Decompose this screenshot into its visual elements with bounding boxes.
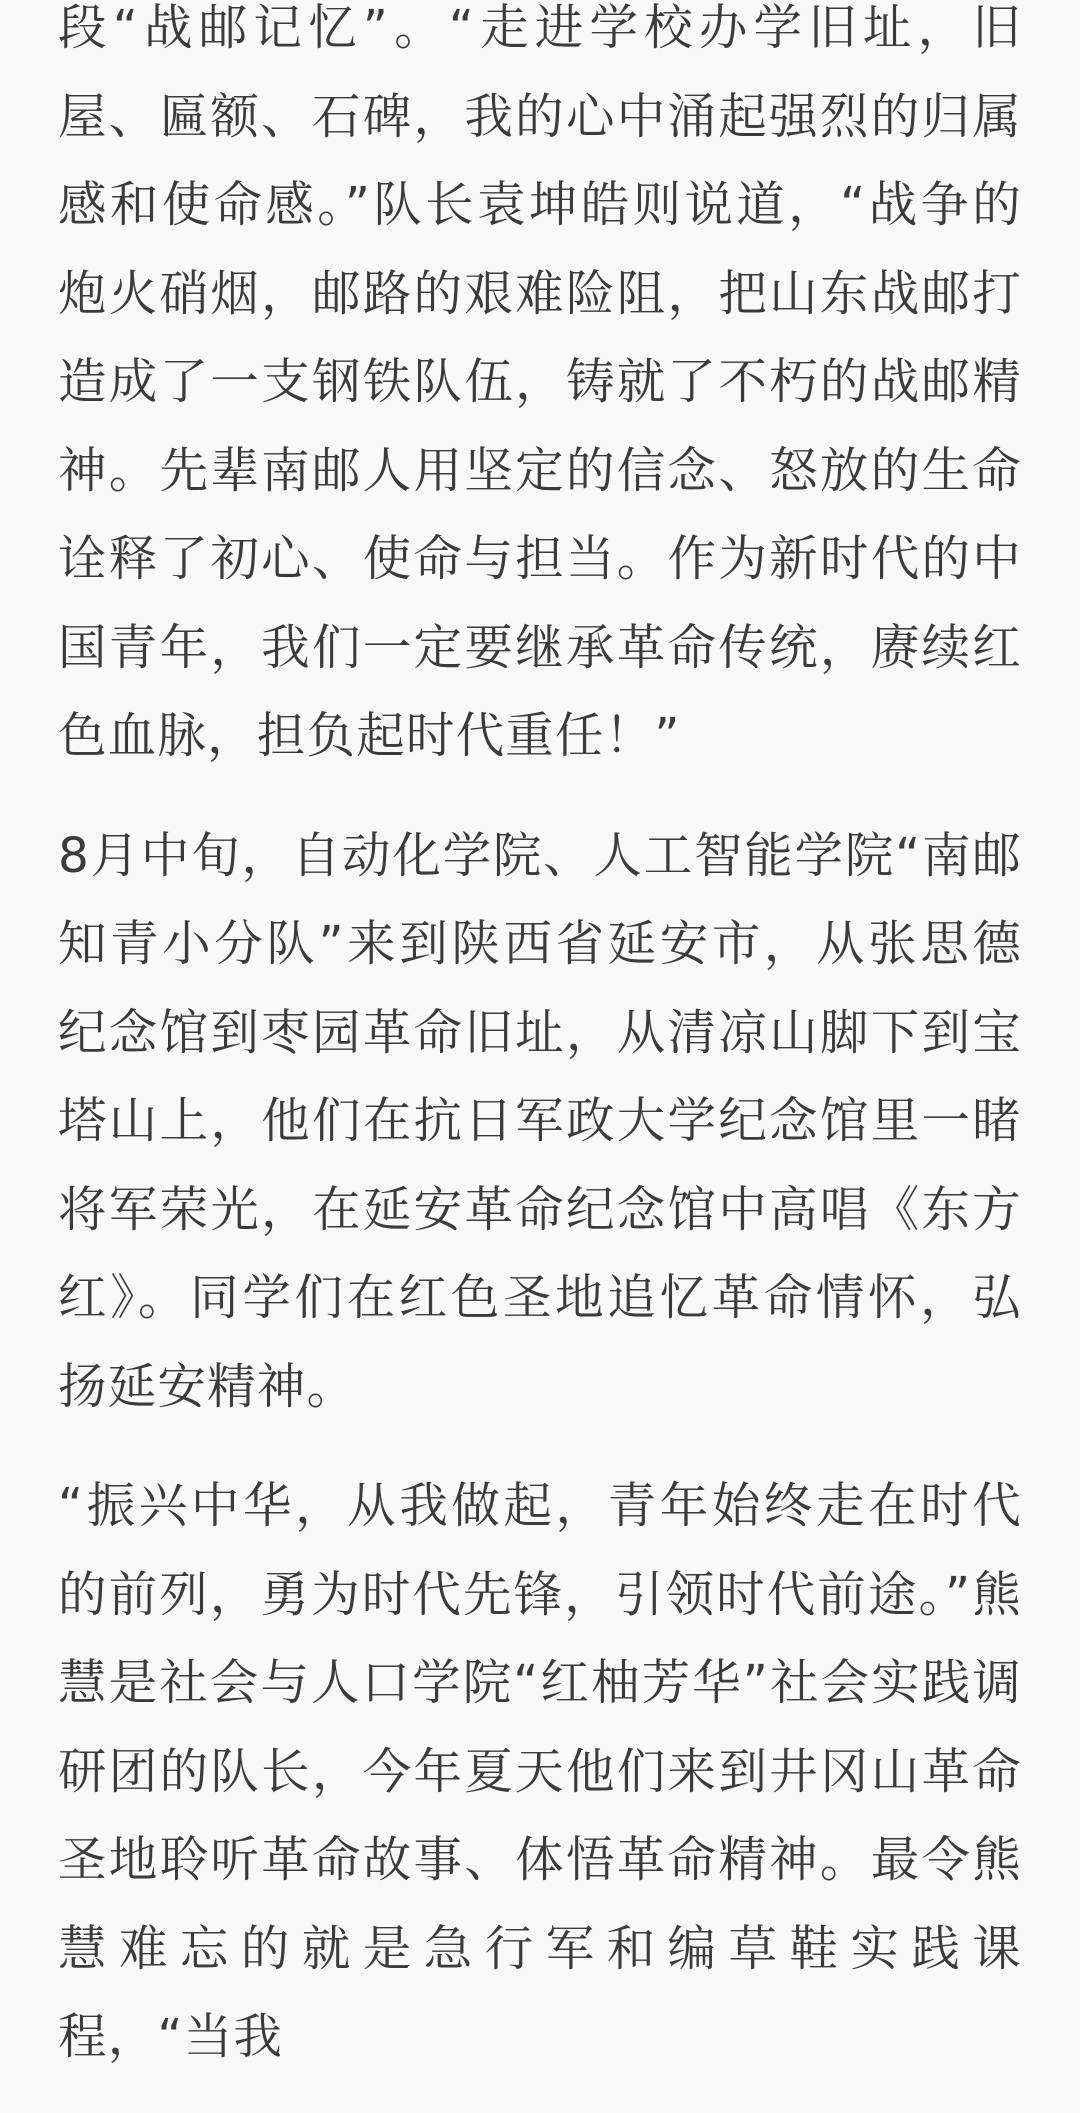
article-paragraph: 段“战邮记忆”。“走进学校办学旧址，旧屋、匾额、石碑，我的心中涌起强烈的归属感和使命感。”队长袁坤皓则说道，“战争的炮火硝烟，邮路的艰难险阻，把山东战邮打造成了一支钢铁队伍，铸就了不朽的战邮精神。先辈南邮人用坚定的信念、怒放的生命诠释了初心、使命与担当。作为新时代的中国青年，我们一定要继承革命传统，赓续红色血脉，担负起时代重任！” (58, 0, 1022, 764)
article-body (58, 0, 1022, 2113)
article-paragraph: “振兴中华，从我做起，青年始终走在时代的前列，勇为时代先锋，引领时代前途。”熊慧是社会与人口学院“红柚芳华”社会实践调研团的队长，今年夏天他们来到井冈山革命圣地聆听革命故事、体悟革命精神。最令熊慧难忘的就是急行军和编草鞋实践课程，“当我 (58, 1478, 1022, 2065)
article-paragraph: 8月中旬，自动化学院、人工智能学院“南邮知青小分队”来到陕西省延安市，从张思德纪念馆到枣园革命旧址，从清凉山脚下到宝塔山上，他们在抗日军政大学纪念馆里一睹将军荣光，在延安革命纪念馆中高唱《东方红》。同学们在红色圣地追忆革命情怀，弘扬延安精神。 (58, 827, 1022, 1415)
